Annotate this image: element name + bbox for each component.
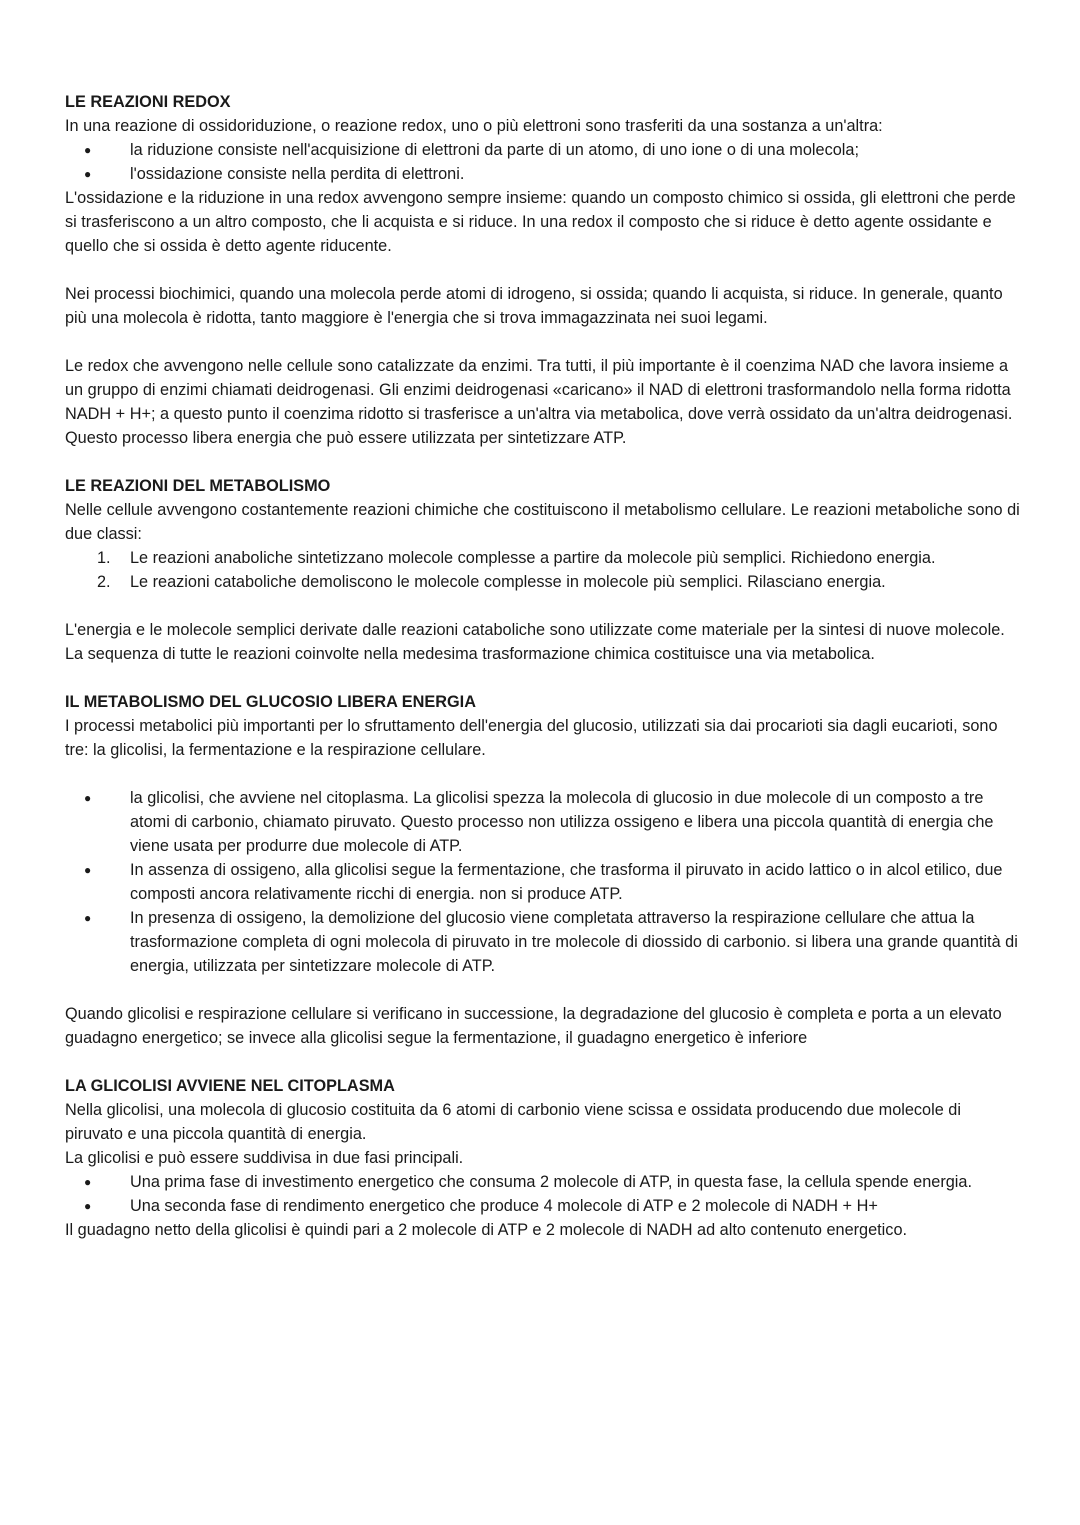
- section-title: LE REAZIONI REDOX: [65, 93, 231, 111]
- list-number: 2.: [97, 573, 111, 591]
- paragraph: L'energia e le molecole semplici derivate dalle reazioni cataboliche sono utilizzate come materiale per la sintesi di nuove molecole.: [65, 621, 1005, 639]
- paragraph: Il guadagno netto della glicolisi è quindi pari a 2 molecole di ATP e 2 molecole di NADH ad alto contenuto energetico.: [65, 1221, 908, 1239]
- list-item: ● l'ossidazione consiste nella perdita di elettroni.: [65, 162, 1020, 186]
- paragraph: Quando glicolisi e respirazione cellulare si verificano in successione, la degradazione del glucosio è completa e porta a un elevato guadagno energetico; se invece alla glicolisi segue la fermentazione, il guadagno energetico è inferiore: [65, 1005, 1002, 1047]
- list-item: ● Una prima fase di investimento energetico che consuma 2 molecole di ATP, in questa fase, la cellula spende energia.: [65, 1170, 1020, 1194]
- bullet-list: [65, 138, 1020, 186]
- paragraph: Nei processi biochimici, quando una molecola perde atomi di idrogeno, si ossida; quando li acquista, si riduce. In generale, quanto più una molecola è ridotta, tanto maggiore è l'energia che si trova immagazzinata nei suoi legami.: [65, 285, 1003, 327]
- section-glucose-metabolism: [65, 690, 1020, 1050]
- list-number: 1.: [97, 549, 111, 567]
- section-title: LE REAZIONI DEL METABOLISMO: [65, 477, 331, 495]
- list-item-text: Le reazioni cataboliche demoliscono le molecole complesse in molecole più semplici. Rilasciano energia.: [130, 573, 886, 591]
- paragraph: Nella glicolisi, una molecola di glucosio costituita da 6 atomi di carbonio viene scissa e ossidata producendo due molecole di piruvato e una piccola quantità di energia.: [65, 1101, 961, 1143]
- list-item-text: Le reazioni anaboliche sintetizzano molecole complesse a partire da molecole più semplici. Richiedono energia.: [130, 549, 936, 567]
- list-item: ● la glicolisi, che avviene nel citoplasma. La glicolisi spezza la molecola di glucosio in due molecole di un composto a tre atomi di carbonio, chiamato piruvato. Questo processo non utilizza ossigeno e libera una piccola quantità di energia che viene usata per produrre due molecole di ATP.: [65, 786, 1020, 858]
- list-item: [65, 546, 1020, 570]
- section-glycolysis: [65, 1074, 1020, 1242]
- numbered-list: [65, 546, 1020, 594]
- section-metabolism: [65, 474, 1020, 666]
- paragraph: Le redox che avvengono nelle cellule sono catalizzate da enzimi. Tra tutti, il più importante è il coenzima NAD che lavora insieme a un gruppo di enzimi chiamati deidrogenasi. Gli enzimi deidrogenasi «caricano» il NAD di elettroni trasformandolo nella forma ridotta NADH + H+; a questo punto il coenzima ridotto si trasferisce a un'altra via metabolica, dove verrà ossidato da un'altra deidrogenasi. Questo processo libera energia che può essere utilizzata per sintetizzare ATP.: [65, 357, 1013, 447]
- section-title: IL METABOLISMO DEL GLUCOSIO LIBERA ENERGIA: [65, 693, 476, 711]
- paragraph: In una reazione di ossidoriduzione, o reazione redox, uno o più elettroni sono trasferiti da una sostanza a un'altra:: [65, 117, 883, 135]
- section-redox: [65, 90, 1020, 450]
- paragraph: La glicolisi e può essere suddivisa in due fasi principali.: [65, 1149, 464, 1167]
- list-item: ● In presenza di ossigeno, la demolizione del glucosio viene completata attraverso la respirazione cellulare che attua la trasformazione completa di ogni molecola di piruvato in tre molecole di diossido di carbonio. si libera una grande quantità di energia, utilizzata per sintetizzare molecole di ATP.: [65, 906, 1020, 978]
- list-item: ● Una seconda fase di rendimento energetico che produce 4 molecole di ATP e 2 molecole di NADH + H+: [65, 1194, 1020, 1218]
- paragraph: L'ossidazione e la riduzione in una redox avvengono sempre insieme: quando un composto chimico si ossida, gli elettroni che perde si trasferiscono a un altro composto, che li acquista e si riduce. In una redox il composto che si riduce è detto agente ossidante e quello che si ossida è detto agente riducente.: [65, 189, 1016, 255]
- bullet-list: [65, 1170, 1020, 1218]
- paragraph: Nelle cellule avvengono costantemente reazioni chimiche che costituiscono il metabolismo cellulare. Le reazioni metaboliche sono di due classi:: [65, 501, 1020, 543]
- list-item: [65, 570, 1020, 594]
- paragraph: I processi metabolici più importanti per lo sfruttamento dell'energia del glucosio, utilizzati sia dai procarioti sia dagli eucarioti, sono tre: la glicolisi, la fermentazione e la respirazione cellulare.: [65, 717, 998, 759]
- list-item: ● In assenza di ossigeno, alla glicolisi segue la fermentazione, che trasforma il piruvato in acido lattico o in alcol etilico, due composti ancora relativamente ricchi di energia. non si produce ATP.: [65, 858, 1020, 906]
- bullet-list: [65, 786, 1020, 978]
- section-title: LA GLICOLISI AVVIENE NEL CITOPLASMA: [65, 1077, 395, 1095]
- paragraph: La sequenza di tutte le reazioni coinvolte nella medesima trasformazione chimica costituisce una via metabolica.: [65, 645, 875, 663]
- document-page: [65, 90, 1020, 1242]
- list-item: ● la riduzione consiste nell'acquisizione di elettroni da parte di un atomo, di uno ione o di una molecola;: [65, 138, 1020, 162]
